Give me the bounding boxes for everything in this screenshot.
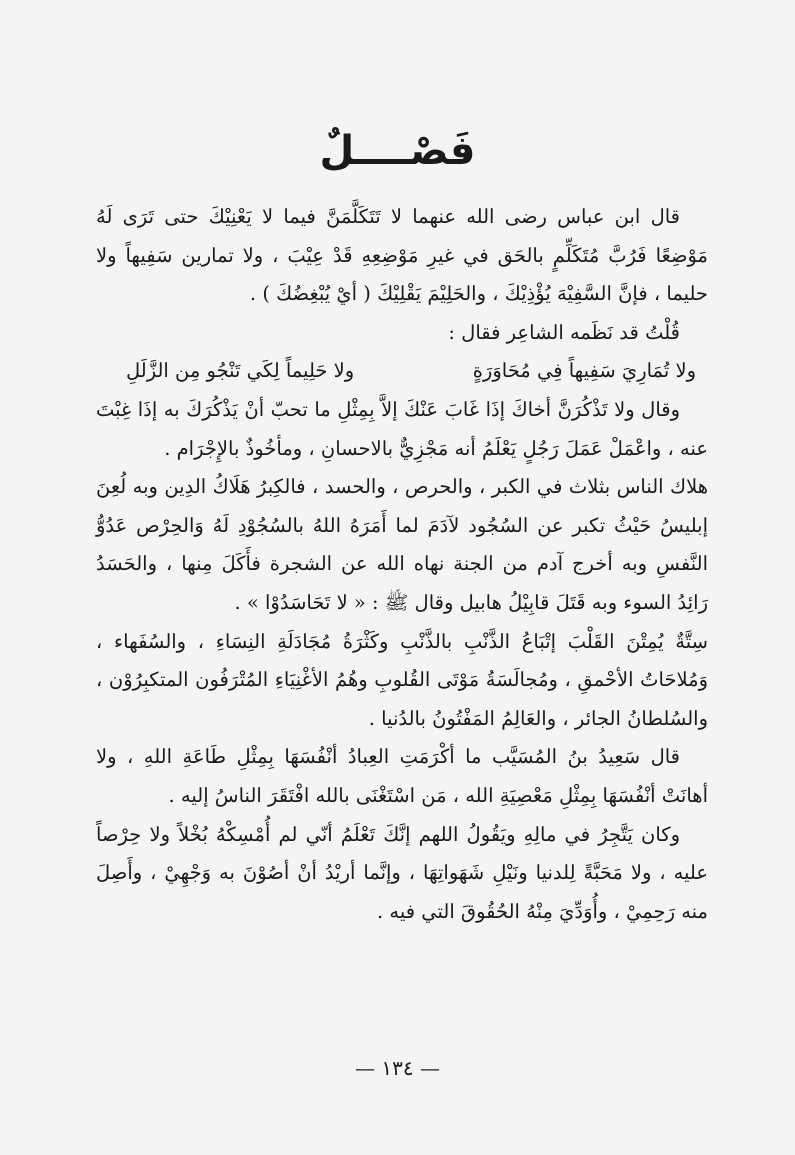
paragraph-three-destroyers: هلاك الناس بثلاث في الكبر ، والحرص ، والحسد ، فالكِبرُ هَلَاكُ الدِين وبه لُعِنَ إبليسُ حَيْثُ تكبر عن السُجُود لآدَمَ لما أَمَرَهُ اللهُ بالسُجُوْدِ لَهُ وَالحِرْص عَدُوُّ النَّفسِ وبه أخرج آدم من الجنة نهاه الله عن الشجرة فأَكَلَ مِنها ، والحَسَدُ رَائِدُ السوء وبه قَتَلَ قابِيْلُ هابيل وقال ﷺ : « لا تَحَاسَدُوْا » . [96,475,708,614]
paragraph-six-things: سِتَّةٌ يُمِتْنَ القَلْبَ إتْبَاعُ الذَّنْبِ بالذَّنْبِ وكَثْرَةُ مُجَادَلَةِ النِسَاءِ ، والسُفَهاء ، وَمُلاحَاتُ الأحْمقِ ، ومُجالَسَةُ مَوْتَى القُلوبِ وهُمُ الأغْنِيَاءِ المُتْرَفُون المتكبِرُوْن ، والسُلطانُ الجائر ، والعَالِمُ المَفْتُونُ بالدُنيا . [96,629,708,730]
paragraph-poet-intro: قُلْتُ قد نَظَمه الشاعِر فقال : [448,320,680,344]
verse-line [96,352,708,391]
page-number: — ١٣٤ — [355,1056,440,1080]
body-text [96,198,708,931]
paragraph-trade: وكان يَتَّجِرُ في مالِهِ ويَقُولُ اللهم إنَّكَ تَعْلَمُ أنّي لم أُمْسِكْهُ بُخْلاً ولا حِرْصاً عليه ، ولا مَحَبَّةً لِلدنيا ونَيْلِ شَهَواتِهَا ، وإنَّما أريْدُ أنْ أصُوْنَ به وَجْهِيْ ، وأَصِلَ منه رَحِمِيْ ، وأُوَدِّيَ مِنْهُ الحُقُوقَ التي فيه . [96,822,708,923]
paragraph-ibn-abbas: قال ابن عباس رضى الله عنهما لا تَتَكَلَّمَنَّ فيما لا يَعْنِيْكَ حتى تَرَى لَهُ مَوْضِعًا فَرُبَّ مُتَكَلِّمٍ بالحَق في غيرِ مَوْضِعِهِ قَدْ عِيْبَ ، ولا تمارين سَفِيهاً ولا حليما ، فإنَّ السَّفِيْهَ يُؤْذِيْكَ ، والحَلِيْمَ يَقْلِيْكَ ( أيْ يُبْغِضُكَ ) . [96,205,708,306]
verse-second-hemistich: ولا حَلِيماً لِكَي تَنْجُو مِن الزَّلَلِ [126,359,355,383]
verse-first-hemistich: ولا تُمَارِيَ سَفِيهاً فِي مُحَاوَرَةٍ [472,359,696,383]
paragraph-said-ibn-musayyab: قال سَعِيدُ بنُ المُسَيَّب ما أكْرَمَتِ العِبادُ أنْفُسَهَا بِمِثْلِ طَاعَةِ اللهِ ، ولا أهانَتْ أنْفُسَهَا بِمِثْلِ مَعْصِيَةِ الله ، مَن اسْتَغْنَى بالله افْتَقَرَ الناسُ إليه . [96,745,708,807]
paragraph-mention-brother: وقال ولا تَذْكُرَنَّ أخاكَ إذَا غَابَ عَنْكَ إلاَّ بِمِثْلِ ما تحبّ أنْ يَذْكُرَكَ به إذَا غِبْتَ عنه ، واعْمَلْ عَمَلَ رَجُلٍ يَعْلَمُ أنه مَجْزِيٌّ بالاحسانِ ، ومأخُوذٌ بالإِجْرَام . [96,397,708,460]
heading-container [0,128,795,174]
section-heading: فَصْــــلٌ [319,128,476,174]
